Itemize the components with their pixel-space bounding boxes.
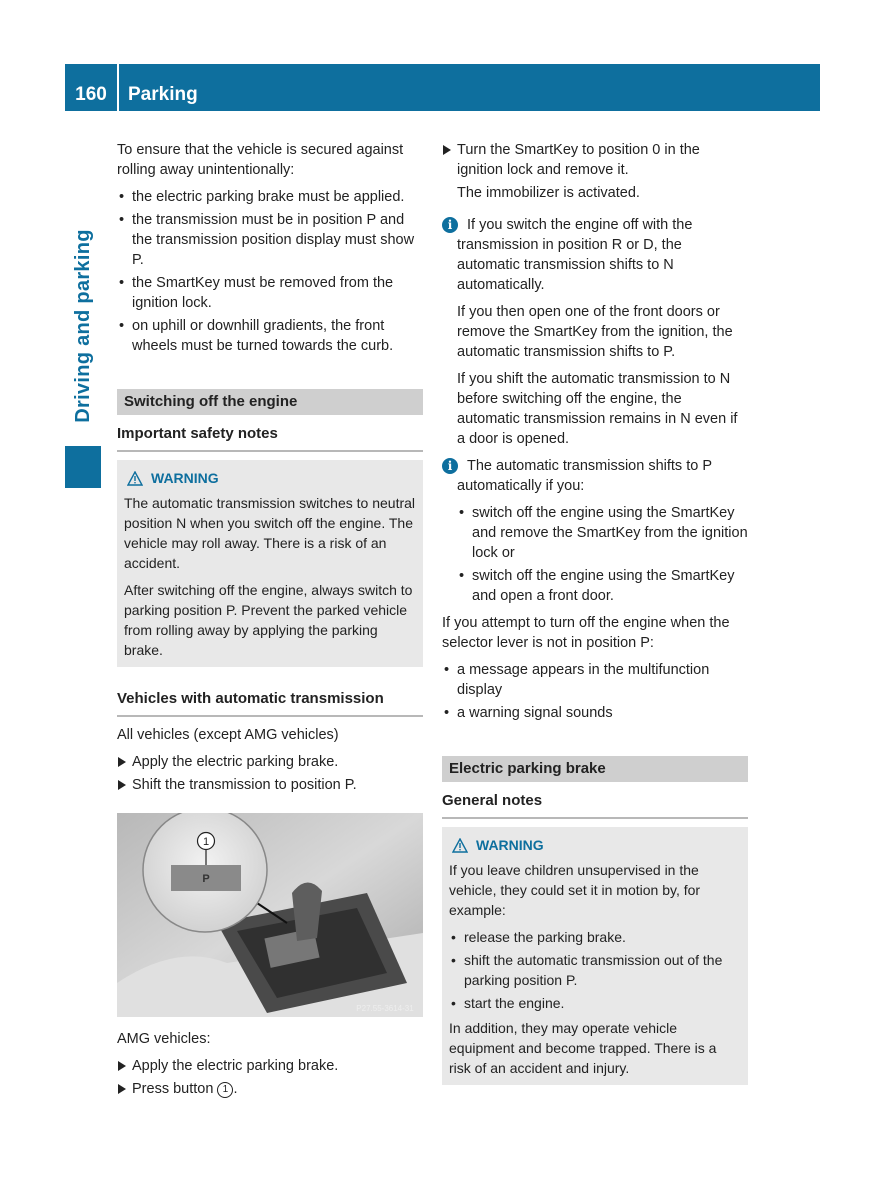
list-item: • the SmartKey must be removed from the ignition lock. bbox=[117, 273, 423, 313]
attempt-text: If you attempt to turn off the engine when the selector lever is not in position P: bbox=[442, 615, 730, 651]
info-note bbox=[442, 456, 748, 606]
gear-selector-photo bbox=[117, 813, 423, 1017]
info-text: If you switch the engine off with the transmission in position R or D, the automatic transmission shifts to N automatically. bbox=[457, 217, 693, 293]
warning-box bbox=[442, 827, 748, 1085]
vehicle-scope-amg: AMG vehicles: bbox=[117, 1031, 211, 1047]
selector-label: P bbox=[202, 873, 210, 885]
vehicle-scope: All vehicles (except AMG vehicles) bbox=[117, 727, 339, 743]
left-column bbox=[117, 140, 423, 1102]
warning-text: If you leave children unsupervised in the vehicle, they could set it in motion by, for example: bbox=[449, 862, 701, 918]
right-column bbox=[442, 140, 748, 1107]
page-header bbox=[65, 64, 820, 111]
page-title: Parking bbox=[128, 84, 198, 105]
subheading-general-notes: General notes bbox=[442, 791, 748, 819]
section-heading-parking-brake: Electric parking brake bbox=[442, 756, 748, 782]
info-text: If you then open one of the front doors or remove the SmartKey from the ignition, the automatic transmission shifts to P. bbox=[457, 304, 733, 360]
section-heading-switching-off: Switching off the engine bbox=[117, 389, 423, 415]
chapter-label: Driving and parking bbox=[72, 229, 94, 423]
info-text: If you shift the automatic transmission to N before switching off the engine, the automatic transmission remains in N even if a door is opened. bbox=[457, 371, 738, 447]
info-icon: i bbox=[442, 458, 458, 474]
intro-text: To ensure that the vehicle is secured against rolling away unintentionally: bbox=[117, 142, 404, 178]
image-code: P27.55-3614-31 bbox=[356, 1004, 414, 1013]
warning-triangle-icon bbox=[127, 471, 143, 486]
warning-title: WARNING bbox=[449, 835, 741, 855]
list-item: • a warning signal sounds bbox=[442, 703, 748, 723]
chapter-marker bbox=[65, 446, 101, 488]
warning-triangle-icon bbox=[452, 838, 468, 853]
instruction-step: Apply the electric parking brake. bbox=[117, 752, 423, 772]
list-item: • switch off the engine using the SmartKey and remove the SmartKey from the ignition lock or bbox=[457, 503, 748, 563]
subheading-safety-notes: Important safety notes bbox=[117, 424, 423, 452]
subheading-automatic-transmission: Vehicles with automatic transmission bbox=[117, 689, 423, 717]
warning-text: After switching off the engine, always switch to parking position P. Prevent the parked vehicle from rolling away by applying the parking brake. bbox=[124, 582, 413, 658]
step-result: The immobilizer is activated. bbox=[457, 185, 640, 201]
list-item: • start the engine. bbox=[449, 993, 741, 1013]
list-item: • shift the automatic transmission out of the parking position P. bbox=[449, 950, 741, 990]
list-item: • the transmission must be in position P and the transmission position display must show P. bbox=[117, 210, 423, 270]
list-item: • switch off the engine using the SmartKey and open a front door. bbox=[457, 566, 748, 606]
list-item: • the electric parking brake must be applied. bbox=[117, 187, 423, 207]
side-chapter-tab bbox=[65, 222, 101, 488]
header-divider bbox=[117, 64, 119, 111]
warning-text: The automatic transmission switches to neutral position N when you switch off the engine. The vehicle may roll away. There is a risk of an accident. bbox=[124, 495, 416, 571]
list-item: • on uphill or downhill gradients, the front wheels must be turned towards the curb. bbox=[117, 316, 423, 356]
warning-text: In addition, they may operate vehicle equipment and become trapped. There is a risk of an accident and injury. bbox=[449, 1020, 717, 1076]
info-icon: i bbox=[442, 217, 458, 233]
button-reference-badge: 1 bbox=[217, 1082, 233, 1098]
warning-title: WARNING bbox=[124, 468, 416, 488]
instruction-step: Shift the transmission to position P. bbox=[117, 775, 423, 795]
page-number: 160 bbox=[75, 84, 107, 105]
instruction-step: Apply the electric parking brake. bbox=[117, 1056, 423, 1076]
callout-number: 1 bbox=[202, 836, 210, 848]
list-item: • a message appears in the multifunction display bbox=[442, 660, 748, 700]
instruction-step: Turn the SmartKey to position 0 in the ignition lock and remove it. bbox=[442, 140, 748, 180]
info-note bbox=[442, 215, 748, 449]
instruction-step: Press button 1 . bbox=[117, 1079, 423, 1099]
list-item: • release the parking brake. bbox=[449, 927, 741, 947]
info-text: The automatic transmission shifts to P automatically if you: bbox=[457, 458, 712, 494]
warning-box bbox=[117, 460, 423, 667]
